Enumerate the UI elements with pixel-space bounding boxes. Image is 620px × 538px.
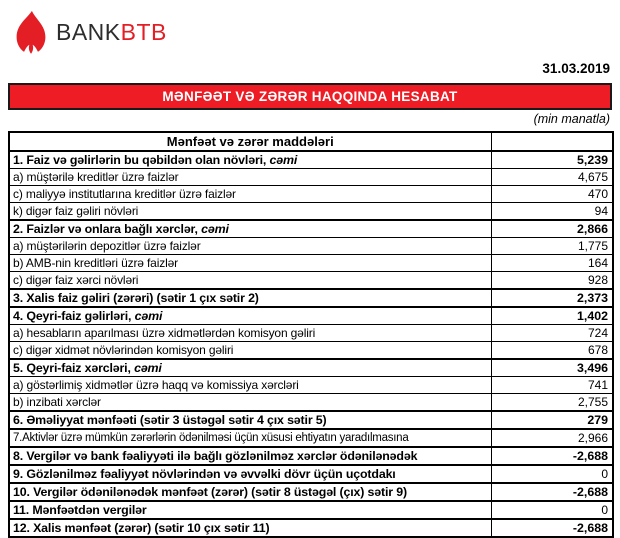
row-label: a) müştərilə kreditlər üzrə faizlər — [9, 169, 491, 186]
table-row — [9, 169, 613, 186]
row-label: c) digər faiz xərci növləri — [9, 272, 491, 290]
table-row — [9, 289, 613, 307]
row-label: a) müştərilərin depozitlər üzrə faizlər — [9, 238, 491, 255]
table-row — [9, 272, 613, 290]
table-row — [9, 151, 613, 169]
row-value: 2,966 — [491, 429, 613, 447]
table-row — [9, 307, 613, 325]
table-row — [9, 220, 613, 238]
table-row — [9, 429, 613, 447]
row-label: 3. Xalis faiz gəliri (zərəri) (sətir 1 çıx sətir 2) — [9, 289, 491, 307]
row-label: 1. Faiz və gəlirlərin bu qəbildən olan növləri, cəmi — [9, 151, 491, 169]
row-label: 6. Əməliyyat mənfəəti (sətir 3 üstəgəl sətir 4 çıx sətir 5) — [9, 411, 491, 429]
row-label: 11. Mənfəətdən vergilər — [9, 501, 491, 519]
row-value: 2,866 — [491, 220, 613, 238]
row-value: -2,688 — [491, 483, 613, 501]
row-value: 2,373 — [491, 289, 613, 307]
table-row — [9, 359, 613, 377]
row-label: 5. Qeyri-faiz xərcləri, cəmi — [9, 359, 491, 377]
row-label: 4. Qeyri-faiz gəlirləri, cəmi — [9, 307, 491, 325]
table-row — [9, 465, 613, 483]
table-row — [9, 255, 613, 272]
row-value: 279 — [491, 411, 613, 429]
row-label: b) inzibati xərclər — [9, 394, 491, 412]
row-label: 2. Faizlər və onlara bağlı xərclər, cəmi — [9, 220, 491, 238]
table-row — [9, 325, 613, 342]
table-header-row — [9, 132, 613, 151]
table-row — [9, 203, 613, 221]
report-date: 31.03.2019 — [542, 61, 610, 76]
logo-text-bank: BANK — [56, 19, 121, 45]
table-row — [9, 483, 613, 501]
row-label: 10. Vergilər ödənilənədək mənfəət (zərər) (sətir 8 üstəgəl (çıx) sətir 9) — [9, 483, 491, 501]
row-value: -2,688 — [491, 519, 613, 537]
row-label: b) AMB-nin kreditləri üzrə faizlər — [9, 255, 491, 272]
table-header-value-cell — [491, 132, 613, 151]
row-label: a) göstərlimiş xidmətlər üzrə haqq və komissiya xərcləri — [9, 377, 491, 394]
row-value: 4,675 — [491, 169, 613, 186]
row-value: 5,239 — [491, 151, 613, 169]
row-label: k) digər faiz gəliri növləri — [9, 203, 491, 221]
table-row — [9, 501, 613, 519]
report-table — [8, 131, 614, 538]
table-row — [9, 411, 613, 429]
row-label: c) digər xidmət növlərindən komisyon gəliri — [9, 342, 491, 360]
row-label: 9. Gözlənilməz fəaliyyət növlərindən və əvvəlki dövr üçün uçotdakı — [9, 465, 491, 483]
row-value: 741 — [491, 377, 613, 394]
flame-icon — [13, 9, 49, 56]
row-value: 3,496 — [491, 359, 613, 377]
table-row — [9, 394, 613, 412]
row-value: 470 — [491, 186, 613, 203]
row-label: c) maliyyə institutlarına kreditlər üzrə faizlər — [9, 186, 491, 203]
row-value: 678 — [491, 342, 613, 360]
row-value: 0 — [491, 501, 613, 519]
table-row — [9, 238, 613, 255]
row-value: 94 — [491, 203, 613, 221]
row-label: a) hesabların aparılması üzrə xidmətlərdən komisyon gəliri — [9, 325, 491, 342]
row-value: 724 — [491, 325, 613, 342]
table-header-label: Mənfəət və zərər maddələri — [9, 132, 491, 151]
row-value: -2,688 — [491, 447, 613, 465]
bank-logo — [13, 9, 167, 56]
logo-text — [56, 19, 167, 46]
unit-note: (min manatla) — [533, 112, 610, 126]
table-row — [9, 342, 613, 360]
row-label: 7.Aktivlər üzrə mümkün zərərlərin ödənilməsi üçün xüsusi ehtiyatın yaradılmasına — [9, 429, 491, 447]
row-value: 164 — [491, 255, 613, 272]
row-label: 12. Xalis mənfəət (zərər) (sətir 10 çıx sətir 11) — [9, 519, 491, 537]
row-label: 8. Vergilər və bank fəaliyyəti ilə bağlı gözlənilməz xərclər ödənilənədək — [9, 447, 491, 465]
logo-text-btb: BTB — [120, 19, 167, 45]
table-row — [9, 377, 613, 394]
table-row — [9, 186, 613, 203]
row-value: 2,755 — [491, 394, 613, 412]
row-value: 0 — [491, 465, 613, 483]
table-row — [9, 447, 613, 465]
table-row — [9, 519, 613, 537]
row-value: 1,775 — [491, 238, 613, 255]
row-value: 928 — [491, 272, 613, 290]
row-value: 1,402 — [491, 307, 613, 325]
report-title-banner: MƏNFƏƏT VƏ ZƏRƏR HAQQINDA HESABAT — [8, 83, 612, 110]
